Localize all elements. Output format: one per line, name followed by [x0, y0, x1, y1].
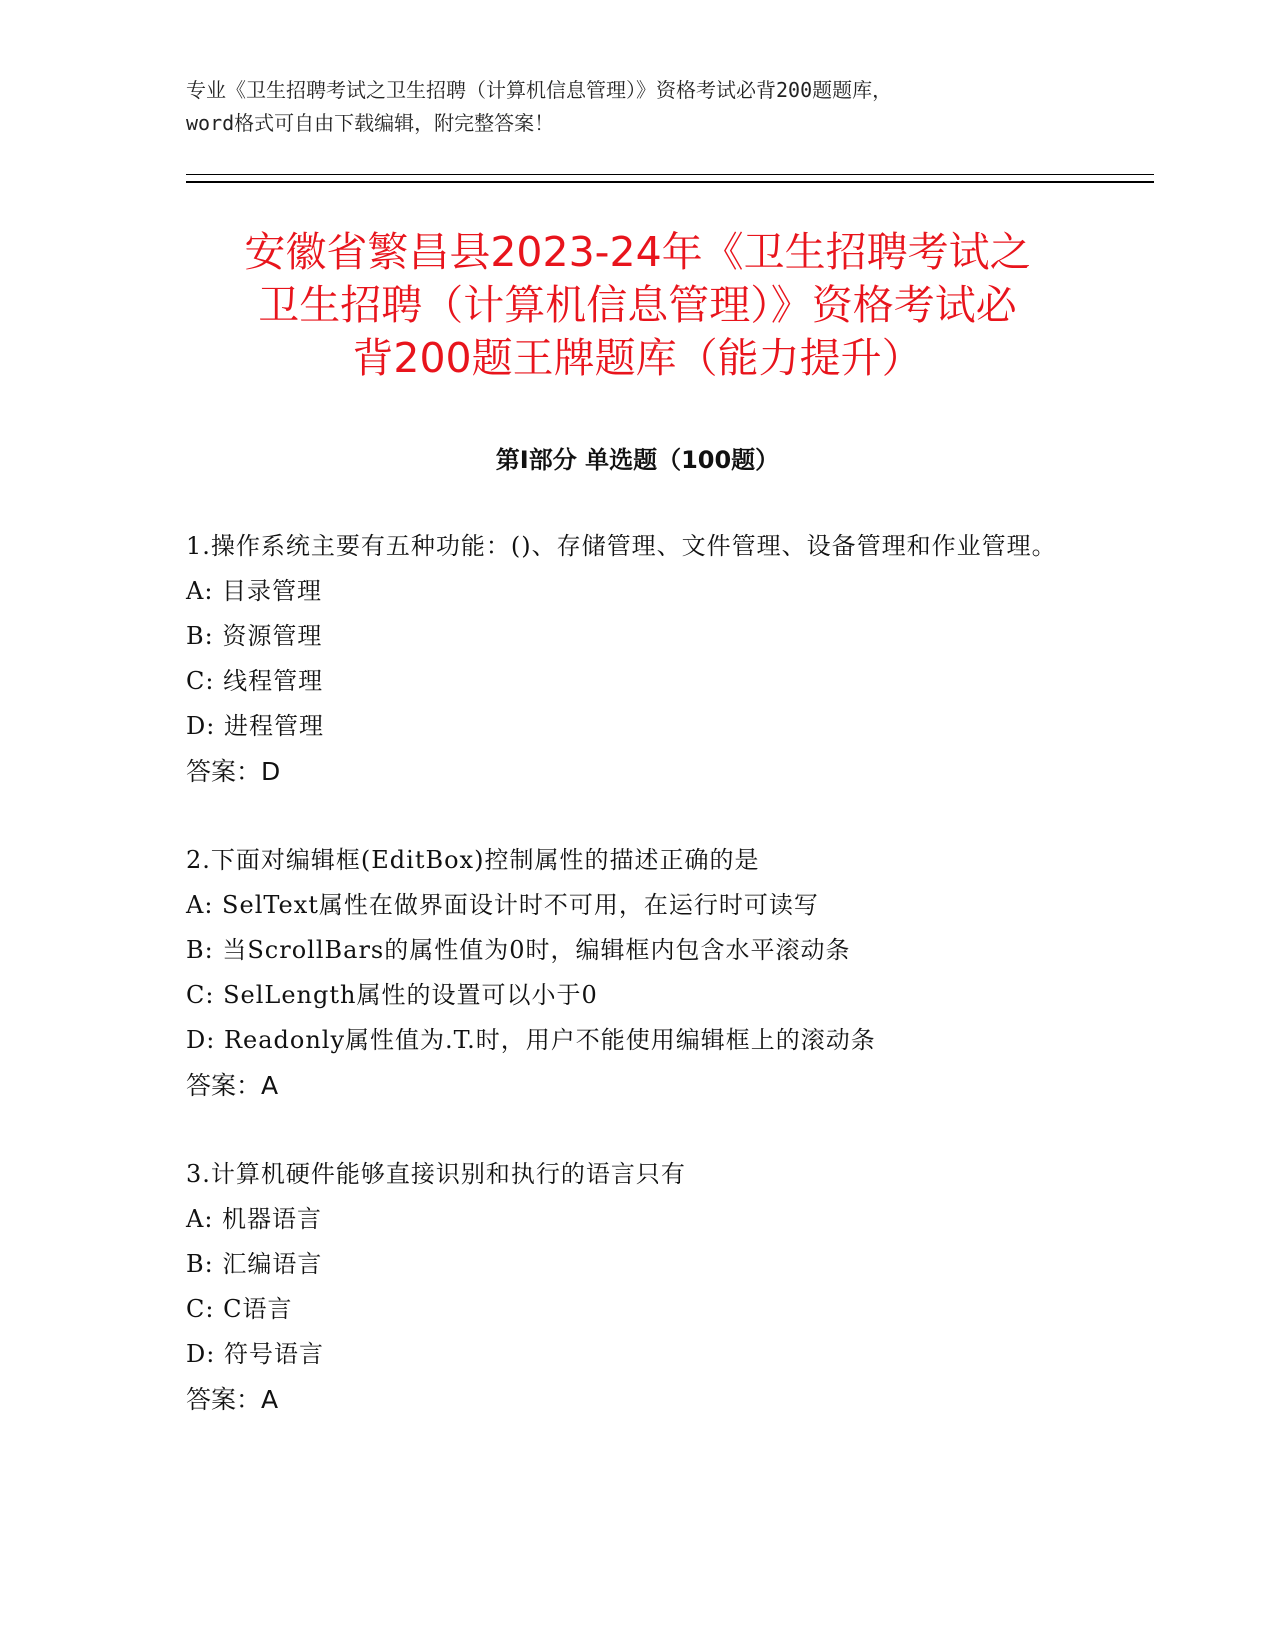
- question-text: 2.下面对编辑框(EditBox)控制属性的描述正确的是: [186, 846, 760, 874]
- option-b: B: 汇编语言: [186, 1250, 323, 1278]
- question-list: [186, 524, 1086, 1466]
- option-b: B: 资源管理: [186, 622, 323, 650]
- option-c: C: C语言: [186, 1295, 293, 1323]
- option-c: C: SelLength属性的设置可以小于0: [186, 981, 598, 1009]
- title-line-2: 卫生招聘（计算机信息管理）》资格考试必: [258, 281, 1017, 329]
- option-a: A: 机器语言: [186, 1205, 323, 1233]
- question-3: [186, 1152, 1086, 1422]
- answer: 答案：A: [186, 1071, 279, 1100]
- option-d: D: 进程管理: [186, 712, 324, 740]
- answer: 答案：A: [186, 1385, 279, 1414]
- header-line-2: word格式可自由下载编辑，附完整答案！: [186, 111, 555, 135]
- option-d: D: 符号语言: [186, 1340, 324, 1368]
- option-d: D: Readonly属性值为.T.时，用户不能使用编辑框上的滚动条: [186, 1026, 876, 1054]
- question-text: 3.计算机硬件能够直接识别和执行的语言只有: [186, 1160, 686, 1188]
- document-title: [150, 226, 1125, 385]
- header-divider-thin: [186, 174, 1154, 175]
- answer: 答案：D: [186, 757, 281, 786]
- title-line-3: 背200题王牌题库（能力提升）: [352, 334, 923, 382]
- option-b: B: 当ScrollBars的属性值为0时，编辑框内包含水平滚动条: [186, 936, 851, 964]
- option-c: C: 线程管理: [186, 667, 324, 695]
- question-text: 1.操作系统主要有五种功能：()、存储管理、文件管理、设备管理和作业管理。: [186, 532, 1057, 560]
- option-a: A: 目录管理: [186, 577, 323, 605]
- document-header-note: [186, 74, 1086, 140]
- header-line-1: 专业《卫生招聘考试之卫生招聘（计算机信息管理）》资格考试必背200题题库，: [186, 78, 893, 102]
- option-a: A: SelText属性在做界面设计时不可用，在运行时可读写: [186, 891, 819, 919]
- section-title: 第I部分 单选题（100题）: [495, 446, 780, 474]
- question-1: [186, 524, 1086, 794]
- question-2: [186, 838, 1086, 1108]
- title-line-1: 安徽省繁昌县2023-24年《卫生招聘考试之: [244, 228, 1031, 276]
- header-divider-thick: [186, 181, 1154, 183]
